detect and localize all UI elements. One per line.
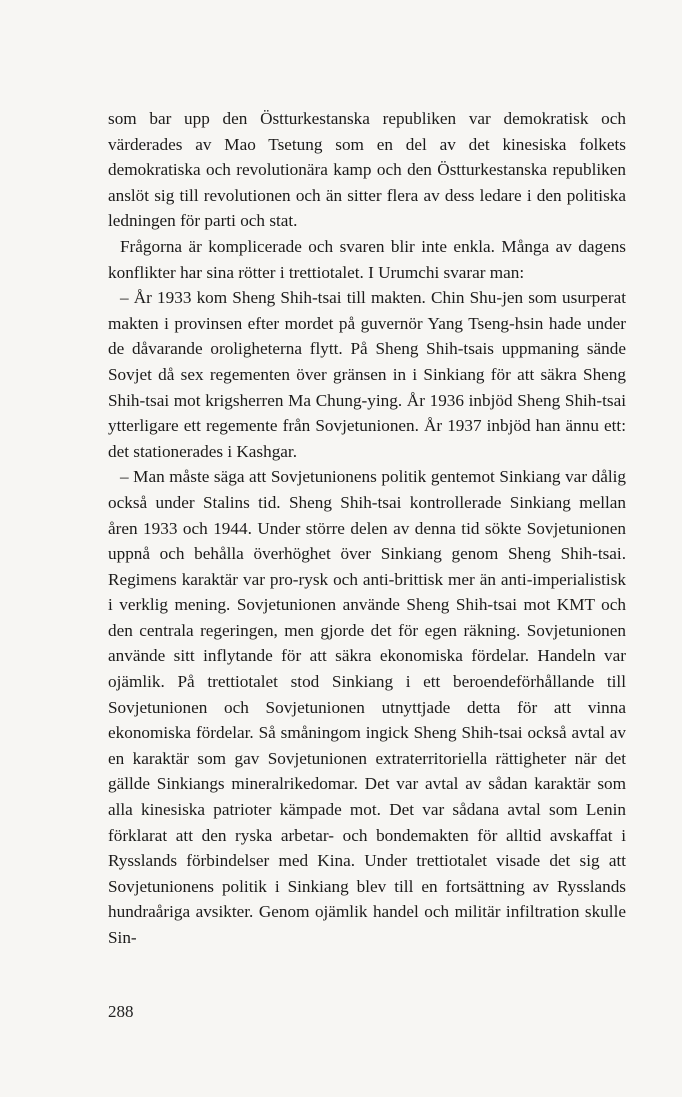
paragraph-1: som bar upp den Östturkestanska republiken var demokratisk och värderades av Mao Tsetung som en del av det kinesiska folkets demokratiska och revolutionära kamp och den Östturkestanska republiken anslöt sig till revolutionen och än sitter flera av dess ledare i den politiska ledningen för parti och stat.	[108, 109, 626, 231]
paragraph-3: – År 1933 kom Sheng Shih-tsai till makten. Chin Shu-jen som usurperat makten i provinsen efter mordet på guvernör Yang Tseng-hsin hade under de dåvarande oroligheterna flytt. På Sheng Shih-tsais uppmaning sände Sovjet då sex regementen över gränsen in i Sinkiang för att säkra Sheng Shih-tsai mot krigsherren Ma Chung-ying. År 1936 inbjöd Sheng Shih-tsai ytterligare ett regemente från Sovjetunionen. År 1937 inbjöd han ännu ett: det stationerades i Kashgar.	[108, 288, 626, 461]
paragraph-2: Frågorna är komplicerade och svaren blir inte enkla. Många av dagens konflikter har sina rötter i trettiotalet. I Urumchi svarar man:	[108, 236, 626, 282]
paragraph-4: – Man måste säga att Sovjetunionens politik gentemot Sinkiang var dålig också under Stalins tid. Sheng Shih-tsai kontrollerade Sinkiang mellan åren 1933 och 1944. Under större delen av denna tid sökte Sovjetunionen uppnå och behålla överhöghet över Sinkiang genom Sheng Shih-tsai. Regimens karaktär var pro-rysk och anti-brittisk mer än anti-imperialistisk i verklig mening. Sovjetunionen använde Sheng Shih-tsai mot KMT och den centrala regeringen, men gjorde det för egen räkning. Sovjetunionen använde sitt inflytande för att säkra ekonomiska fördelar. Handeln var ojämlik. På trettiotalet stod Sinkiang i ett beroendeförhållande till Sovjetunionen och Sovjetunionen utnyttjade detta för att vinna ekonomiska fördelar. Så småningom ingick Sheng Shih-tsai också avtal av en karaktär som gav Sovjetunionen extraterritoriella rättigheter när det gällde Sinkiangs mineralrikedomar. Det var avtal av sådan karaktär som alla kinesiska patrioter kämpade mot. Det var sådana avtal som Lenin förklarat att den ryska arbetar- och bondemakten för alltid avskaffat i Rysslands förbindelser med Kina. Under trettiotalet visade det sig att Sovjetunionens politik i Sinkiang blev till en fortsättning av Rysslands hundraåriga avsikter. Genom ojämlik handel och militär infiltration skulle Sin-	[108, 467, 626, 947]
page-number: 288	[108, 1002, 134, 1021]
page-text-block	[108, 106, 626, 951]
